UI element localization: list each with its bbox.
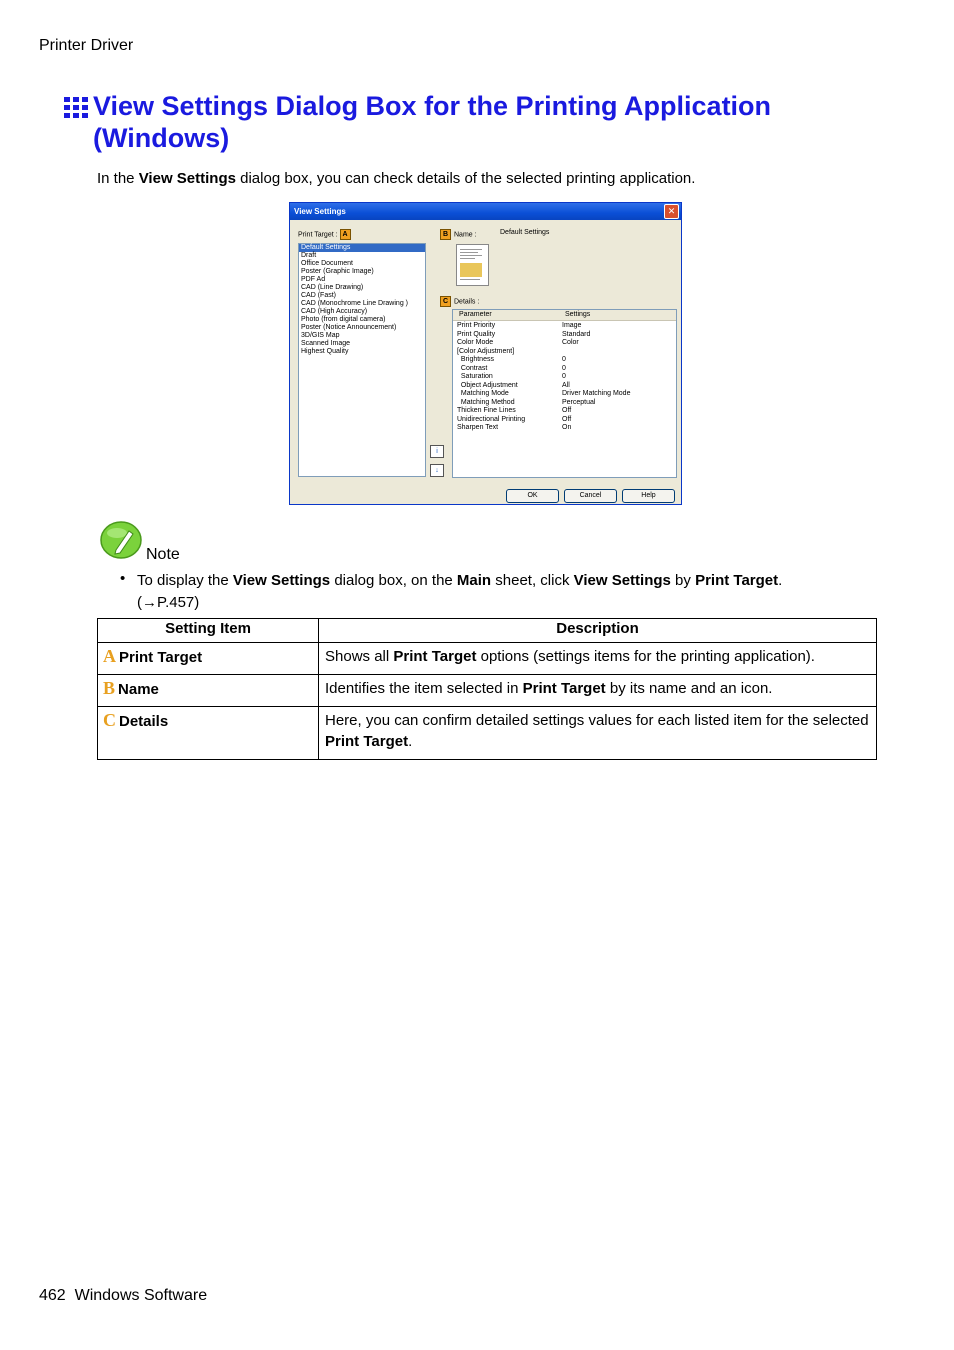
details-row: [453, 382, 676, 390]
list-item[interactable]: Default Settings: [299, 244, 425, 252]
details-row: [453, 416, 676, 424]
marker-a: A: [340, 229, 351, 240]
details-row: [453, 373, 676, 381]
details-row: [453, 322, 676, 330]
description-cell: Shows all Print Target options (settings items for the printing application).: [319, 643, 877, 675]
ok-button[interactable]: OK: [506, 489, 559, 503]
details-value: 0: [562, 364, 566, 372]
export-icon[interactable]: ↓: [430, 464, 444, 477]
page-number: 462: [39, 1287, 66, 1304]
footer-section: Windows Software: [74, 1287, 208, 1304]
info-icon[interactable]: i: [430, 445, 444, 458]
details-value: Standard: [562, 330, 591, 338]
name-label: B Name :: [440, 229, 477, 240]
list-item[interactable]: Draft: [301, 252, 317, 259]
grid-icon: [64, 97, 88, 119]
details-value: All: [562, 381, 570, 389]
view-settings-dialog: [289, 202, 682, 505]
details-value: On: [562, 424, 572, 431]
letter-c: C: [103, 710, 116, 730]
page-reference-link[interactable]: (→P.457): [137, 594, 200, 611]
details-value: Driver Matching Mode: [562, 390, 631, 397]
details-value: Perceptual: [562, 398, 596, 406]
details-parameter: Object Adjustment: [457, 381, 518, 389]
list-item[interactable]: Office Document: [301, 260, 354, 267]
details-header-parameter: Parameter: [459, 311, 492, 318]
details-value: Off: [562, 407, 572, 414]
details-parameter: Thicken Fine Lines: [457, 407, 516, 414]
details-row: [453, 348, 676, 356]
header-description: Description: [319, 619, 877, 643]
marker-b: B: [440, 229, 451, 240]
dialog-title: View Settings: [294, 207, 346, 216]
table-row: [98, 707, 877, 760]
details-header-settings: Settings: [565, 311, 591, 318]
list-item[interactable]: 3D/GIS Map: [301, 332, 340, 339]
name-value: Default Settings: [500, 229, 550, 236]
details-value: 0: [562, 356, 566, 363]
list-item[interactable]: CAD (High Accuracy): [301, 308, 368, 315]
details-row: [453, 331, 676, 339]
details-value: Color: [562, 339, 579, 346]
title-line-1: View Settings Dialog Box for the Printing Application: [93, 91, 772, 121]
details-row: [453, 365, 676, 373]
table-row: [98, 675, 877, 707]
details-row: [453, 424, 676, 432]
details-parameter: [Color Adjustment]: [457, 347, 515, 355]
list-item[interactable]: Photo (from digital camera): [301, 316, 386, 323]
details-parameter: Saturation: [457, 373, 493, 380]
settings-table: [97, 618, 877, 760]
details-list[interactable]: [452, 309, 677, 478]
marker-c: C: [440, 296, 451, 307]
setting-item-cell: C Details: [98, 707, 319, 760]
list-item[interactable]: Poster (Notice Announcement): [301, 324, 397, 331]
description-cell: Identifies the item selected in Print Target by its name and an icon.: [319, 675, 877, 707]
details-header: [453, 310, 676, 321]
dialog-titlebar: [290, 203, 681, 220]
details-parameter: Brightness: [457, 356, 494, 363]
details-parameter: Contrast: [457, 364, 488, 372]
setting-item-cell: A Print Target: [98, 643, 319, 675]
table-row: [98, 643, 877, 675]
list-item[interactable]: CAD (Line Drawing): [301, 284, 364, 291]
details-parameter: Sharpen Text: [457, 424, 499, 431]
details-parameter: Matching Mode: [457, 390, 509, 397]
list-item[interactable]: Scanned Image: [301, 340, 351, 347]
print-target-list[interactable]: [298, 243, 426, 477]
details-row: [453, 390, 676, 398]
setting-item-cell: B Name: [98, 675, 319, 707]
details-row: [453, 356, 676, 364]
list-item[interactable]: CAD (Fast): [301, 292, 336, 299]
details-value: 0: [562, 373, 566, 380]
pencil-icon: [100, 521, 142, 559]
details-value: Off: [562, 415, 572, 423]
details-parameter: Print Quality: [457, 330, 496, 338]
details-row: [453, 407, 676, 415]
header-setting-item: Setting Item: [98, 619, 319, 643]
title-line-2: (Windows): [93, 123, 230, 153]
details-value: Image: [562, 322, 582, 329]
document-icon: [456, 244, 489, 286]
help-button[interactable]: Help: [622, 489, 675, 503]
close-icon[interactable]: ✕: [664, 204, 679, 219]
details-row: [453, 399, 676, 407]
details-parameter: Color Mode: [457, 339, 494, 346]
details-row: [453, 339, 676, 347]
description-cell: Here, you can confirm detailed settings values for each listed item for the selected Print Target.: [319, 707, 877, 760]
note-text: To display the View Settings dialog box, on the Main sheet, click View Settings by Print Target. (→P.457): [137, 572, 783, 611]
letter-a: A: [103, 646, 116, 666]
cancel-button[interactable]: Cancel: [564, 489, 617, 503]
page-footer: [39, 1287, 207, 1305]
list-item[interactable]: PDF Ad: [301, 276, 326, 283]
details-parameter: Unidirectional Printing: [457, 415, 526, 423]
list-item[interactable]: Highest Quality: [301, 348, 349, 355]
list-item[interactable]: Poster (Graphic Image): [301, 268, 374, 275]
details-parameter: Matching Method: [457, 398, 515, 406]
note-bullet: •: [120, 570, 126, 587]
running-head: Printer Driver: [39, 37, 134, 54]
table-header-row: [98, 619, 877, 643]
list-item[interactable]: CAD (Monochrome Line Drawing ): [301, 300, 408, 307]
letter-b: B: [103, 678, 116, 698]
details-parameter: Print Priority: [457, 322, 496, 329]
print-target-label: Print Target : A: [298, 229, 351, 240]
intro-paragraph: In the View Settings dialog box, you can check details of the selected printing application.: [97, 170, 696, 187]
details-label: C Details :: [440, 296, 479, 307]
note-label: Note: [146, 546, 180, 563]
